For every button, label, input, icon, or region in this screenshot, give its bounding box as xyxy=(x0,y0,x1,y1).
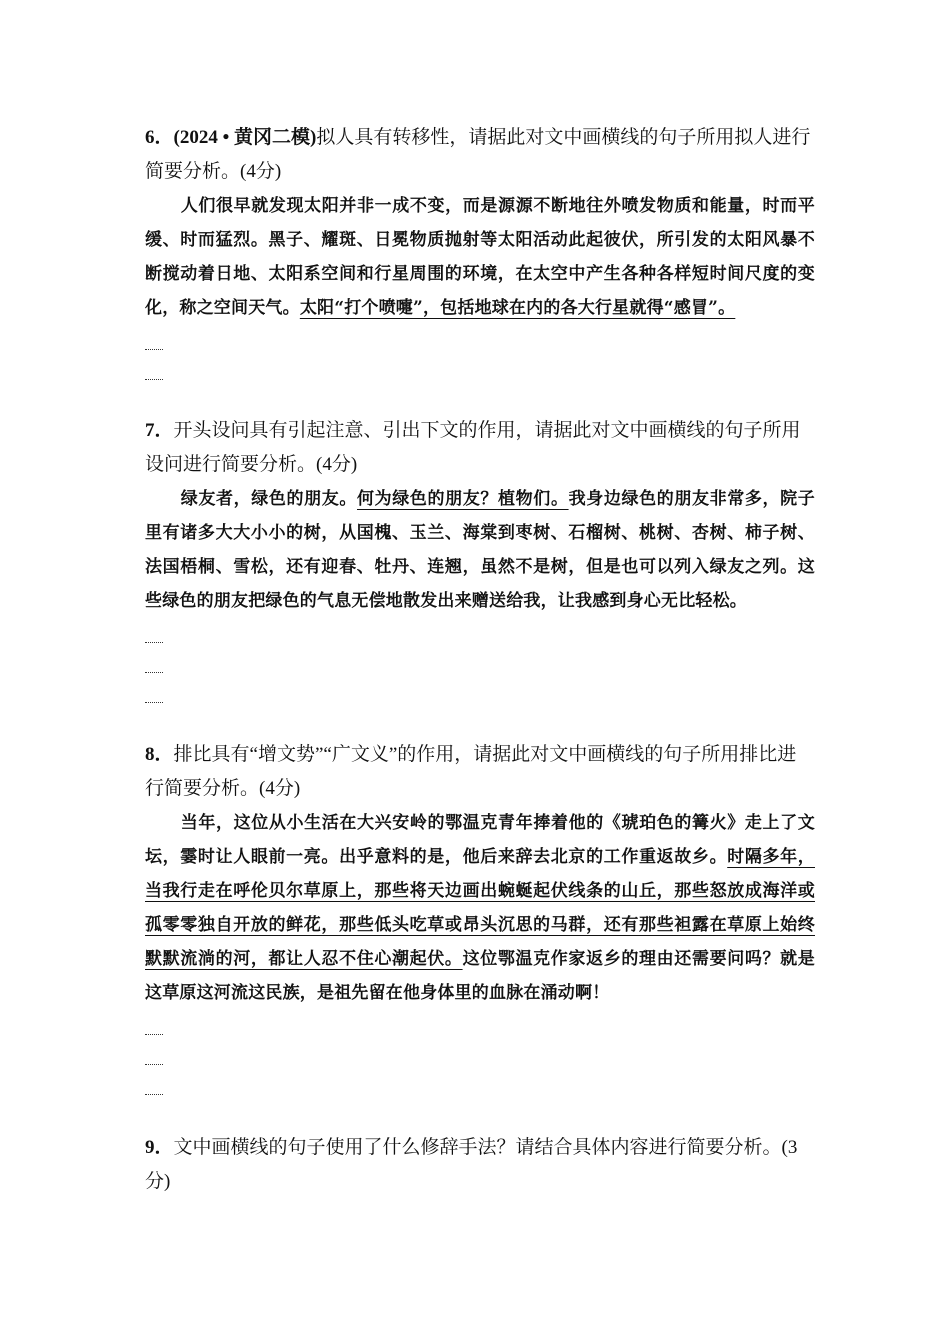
underlined-sentence: 时隔多年，当我行走在呼伦贝尔草原上，那些将天边画出蜿蜒起伏线条的山丘，那些怒放成海洋或孤零零独自开放的鲜花，那些低头吃草或昂头沉思的马群，还有那些袒露在草原上始终默默流淌的河，都让人忍不住心潮起伏。 xyxy=(145,847,815,969)
question-number: 8． xyxy=(145,744,174,765)
passage-text: 这位鄂温克作家返乡的理由还需要问吗？就是这草原这河流这民族，是祖先留在他身体里的血脉在涌动啊！ xyxy=(145,949,815,1003)
question-8-passage xyxy=(145,806,815,1010)
question-number: 9． xyxy=(145,1137,174,1158)
passage-text: 绿友者，绿色的朋友。 xyxy=(180,489,357,509)
answer-lines xyxy=(145,1034,815,1095)
question-number: 7． xyxy=(145,420,174,441)
answer-line[interactable] xyxy=(145,379,163,380)
passage-text: 当年，这位从小生活在大兴安岭的鄂温克青年捧着他的《琥珀色的篝火》走上了文坛，霎时让人眼前一亮。出乎意料的是，他后来辞去北京的工作重返故乡。 xyxy=(145,813,815,867)
underlined-sentence: 太阳“打个喷嚏”，包括地球在内的各大行星就得“感冒”。 xyxy=(299,298,736,318)
answer-lines xyxy=(145,349,815,380)
passage-text: 人们很早就发现太阳并非一成不变，而是源源不断地往外喷发物质和能量，时而平缓、时而猛烈。黑子、耀斑、日冕物质抛射等太阳活动此起彼伏，所引发的太阳风暴不断搅动着日地、太阳系空间和行星周围的环境，在太空中产生各种各样短时间尺度的变化，称之空间天气。 xyxy=(145,196,815,318)
question-text: 排比具有“增文势”“广文义”的作用，请据此对文中画横线的句子所用排比进行简要分析。(4分) xyxy=(145,744,797,799)
question-8 xyxy=(145,738,815,1124)
answer-line[interactable] xyxy=(145,1064,163,1065)
passage-text: 我身边绿色的朋友非常多，院子里有诸多大大小小的树，从国槐、玉兰、海棠到枣树、石榴树、桃树、杏树、柿子树、法国梧桐、雪松，还有迎春、牡丹、连翘，虽然不是树，但是也可以列入绿友之列。这些绿色的朋友把绿色的气息无偿地散发出来赠送给我，让我感到身心无比轻松。 xyxy=(145,489,815,611)
question-text: 拟人具有转移性，请据此对文中画横线的句子所用拟人进行简要分析。(4分) xyxy=(145,127,811,182)
question-text: 文中画横线的句子使用了什么修辞手法？请结合具体内容进行简要分析。(3分) xyxy=(145,1137,798,1192)
answer-line[interactable] xyxy=(145,349,163,350)
question-6-passage xyxy=(145,189,815,325)
question-8-prompt xyxy=(145,738,815,806)
question-9-prompt xyxy=(145,1131,815,1199)
question-7-prompt xyxy=(145,414,815,482)
answer-lines xyxy=(145,642,815,703)
question-7-passage xyxy=(145,482,815,618)
underlined-sentence: 何为绿色的朋友？植物们。 xyxy=(357,489,569,509)
answer-line[interactable] xyxy=(145,672,163,673)
answer-line[interactable] xyxy=(145,1034,163,1035)
question-text: 开头设问具有引起注意、引出下文的作用，请据此对文中画横线的句子所用设问进行简要分析。(4分) xyxy=(145,420,801,475)
answer-line[interactable] xyxy=(145,1094,163,1095)
question-number: 6． xyxy=(145,127,174,148)
question-9 xyxy=(145,1131,815,1199)
question-7 xyxy=(145,414,815,732)
question-6 xyxy=(145,121,815,409)
answer-line[interactable] xyxy=(145,702,163,703)
question-source: (2024 • 黄冈二模) xyxy=(173,127,317,148)
answer-line[interactable] xyxy=(145,642,163,643)
question-6-prompt xyxy=(145,121,815,189)
